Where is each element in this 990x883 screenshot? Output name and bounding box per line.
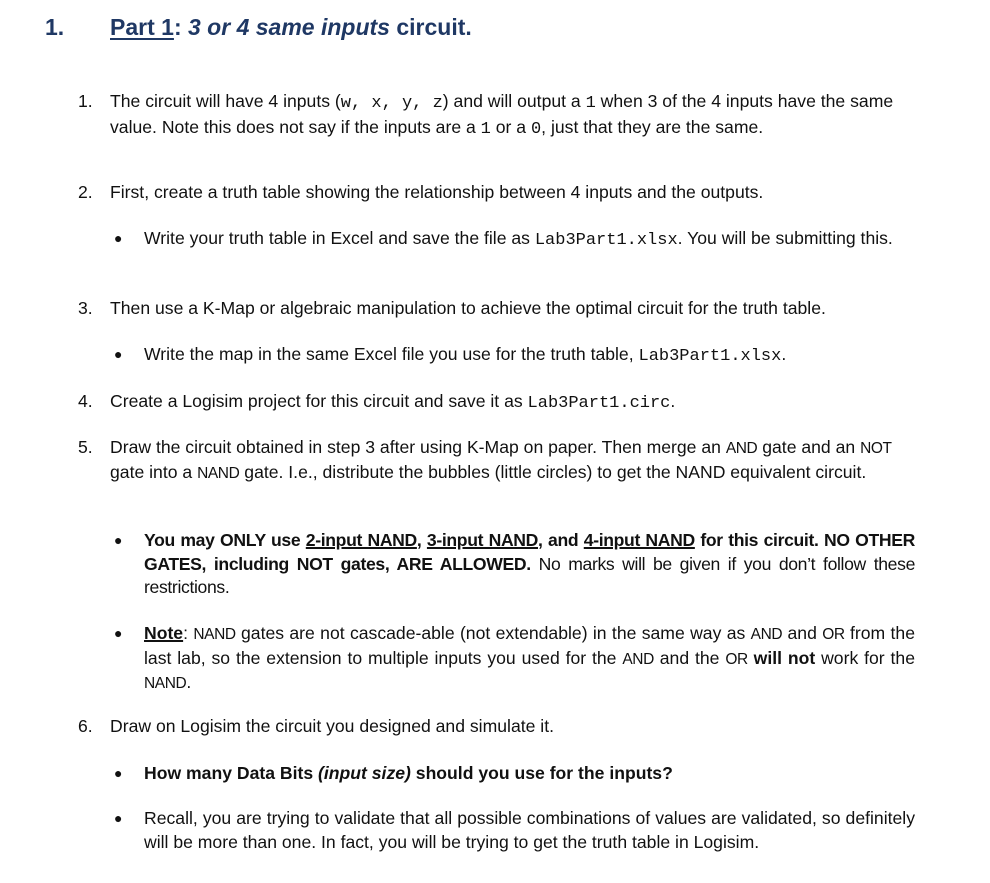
bullet-icon: ● — [114, 810, 123, 826]
bullet-text: Recall, you are trying to validate that all possible combinations of values are validated, so definitely will be more than one. In fact, you will be trying to get the truth table in Logisim. — [144, 808, 915, 852]
gate-name: AND — [622, 650, 654, 668]
text: . — [186, 672, 192, 692]
bullet-icon: ● — [114, 230, 123, 246]
item-number: 2. — [78, 182, 93, 202]
text: ) and will output a — [442, 91, 586, 111]
text: gate and an — [757, 437, 861, 457]
gate-name: AND — [725, 440, 758, 457]
text: , and — [538, 530, 584, 550]
bullet-icon: ● — [114, 625, 123, 641]
text: The circuit will have 4 inputs ( — [110, 91, 341, 111]
text: and the — [653, 647, 726, 668]
text: when 3 of the 4 inputs have the same value. Note this does not say if the inputs are a — [110, 91, 894, 137]
gate-name: OR — [822, 626, 845, 643]
gate-name: OR — [725, 650, 748, 668]
gate-name: NAND — [144, 675, 187, 692]
text: should you use for the inputs? — [410, 763, 673, 783]
item-text: Then use a K-Map or algebraic manipulation to achieve the optimal circuit for the truth table. — [110, 298, 826, 318]
text: gate into a — [110, 461, 198, 482]
gate-name: AND — [750, 626, 783, 643]
code-text: 1 — [480, 119, 491, 139]
heading-rest: circuit. — [389, 14, 472, 40]
text: : — [183, 623, 194, 643]
item-text — [110, 90, 915, 141]
text: Write your truth table in Excel and save the file as — [144, 228, 535, 248]
heading-colon: : — [173, 14, 188, 40]
bullet-icon: ● — [114, 765, 123, 781]
text: and — [782, 623, 823, 643]
text: gates are not cascade-able (not extendable) in the same way as — [235, 623, 751, 643]
gate-name: NOT — [860, 440, 892, 457]
item-number: 4. — [78, 391, 93, 411]
text: or a — [490, 116, 531, 137]
filename: Lab3Part1.xlsx — [534, 231, 678, 250]
bullet-text — [144, 343, 915, 369]
heading-italic: 3 or 4 same inputs — [188, 14, 390, 40]
item-text: First, create a truth table showing the relationship between 4 inputs and the outputs. — [110, 182, 764, 202]
text: from the last lab, so the extension to multiple inputs you used for the — [144, 623, 915, 668]
text: for this circuit. NO OTHER GATES, including NOT gates, ARE ALLOWED. — [144, 530, 915, 574]
gate-requirement: 4-input NAND — [583, 530, 695, 550]
gate-requirement: 2-input NAND — [305, 530, 417, 550]
text: , just that they are the same. — [541, 116, 764, 137]
bullet-icon: ● — [114, 346, 123, 362]
text: . — [670, 391, 676, 411]
note-label: Note — [144, 623, 184, 643]
bullet-text — [144, 227, 915, 253]
code-text: w, x, y, z — [340, 94, 443, 113]
filename: Lab3Part1.circ — [527, 394, 671, 413]
text: . — [781, 344, 787, 364]
heading-title — [110, 14, 472, 41]
code-text: 1 — [585, 94, 596, 113]
text: , — [416, 530, 427, 550]
text: Create a Logisim project for this circuit and save it as — [110, 391, 528, 411]
text: work for the — [815, 647, 915, 668]
text: gate. I.e., distribute the bubbles (little circles) to get the NAND equivalent circuit. — [239, 461, 867, 482]
text: . You will be submitting this. — [677, 228, 893, 248]
heading-part: Part 1 — [110, 14, 174, 40]
text: Write the map in the same Excel file you use for the truth table, — [144, 344, 639, 364]
heading-number: 1. — [45, 14, 65, 40]
code-text: 0 — [530, 119, 542, 139]
gate-name: NAND — [193, 626, 236, 643]
item-text — [110, 390, 915, 416]
item-text: Draw on Logisim the circuit you designed and simulate it. — [110, 716, 554, 736]
gate-name: NAND — [197, 464, 240, 482]
item-number: 5. — [78, 437, 93, 457]
text: You may ONLY use — [144, 530, 306, 550]
item-number: 3. — [78, 298, 93, 318]
item-number: 6. — [78, 716, 93, 736]
bullet-text — [144, 762, 915, 786]
text: How many Data Bits — [144, 763, 319, 783]
gate-requirement: 3-input NAND — [426, 530, 539, 550]
bullet-text — [144, 529, 915, 600]
item-text — [110, 436, 915, 485]
text: No marks will be given if you don’t follow these restrictions. — [144, 553, 916, 597]
text: Draw the circuit obtained in step 3 after using K-Map on paper. Then merge an — [110, 437, 726, 457]
text: (input size) — [318, 763, 411, 783]
filename: Lab3Part1.xlsx — [638, 347, 782, 366]
item-number: 1. — [78, 91, 93, 111]
text: will not — [753, 647, 816, 668]
bullet-icon: ● — [114, 532, 123, 548]
bullet-text — [144, 622, 915, 696]
